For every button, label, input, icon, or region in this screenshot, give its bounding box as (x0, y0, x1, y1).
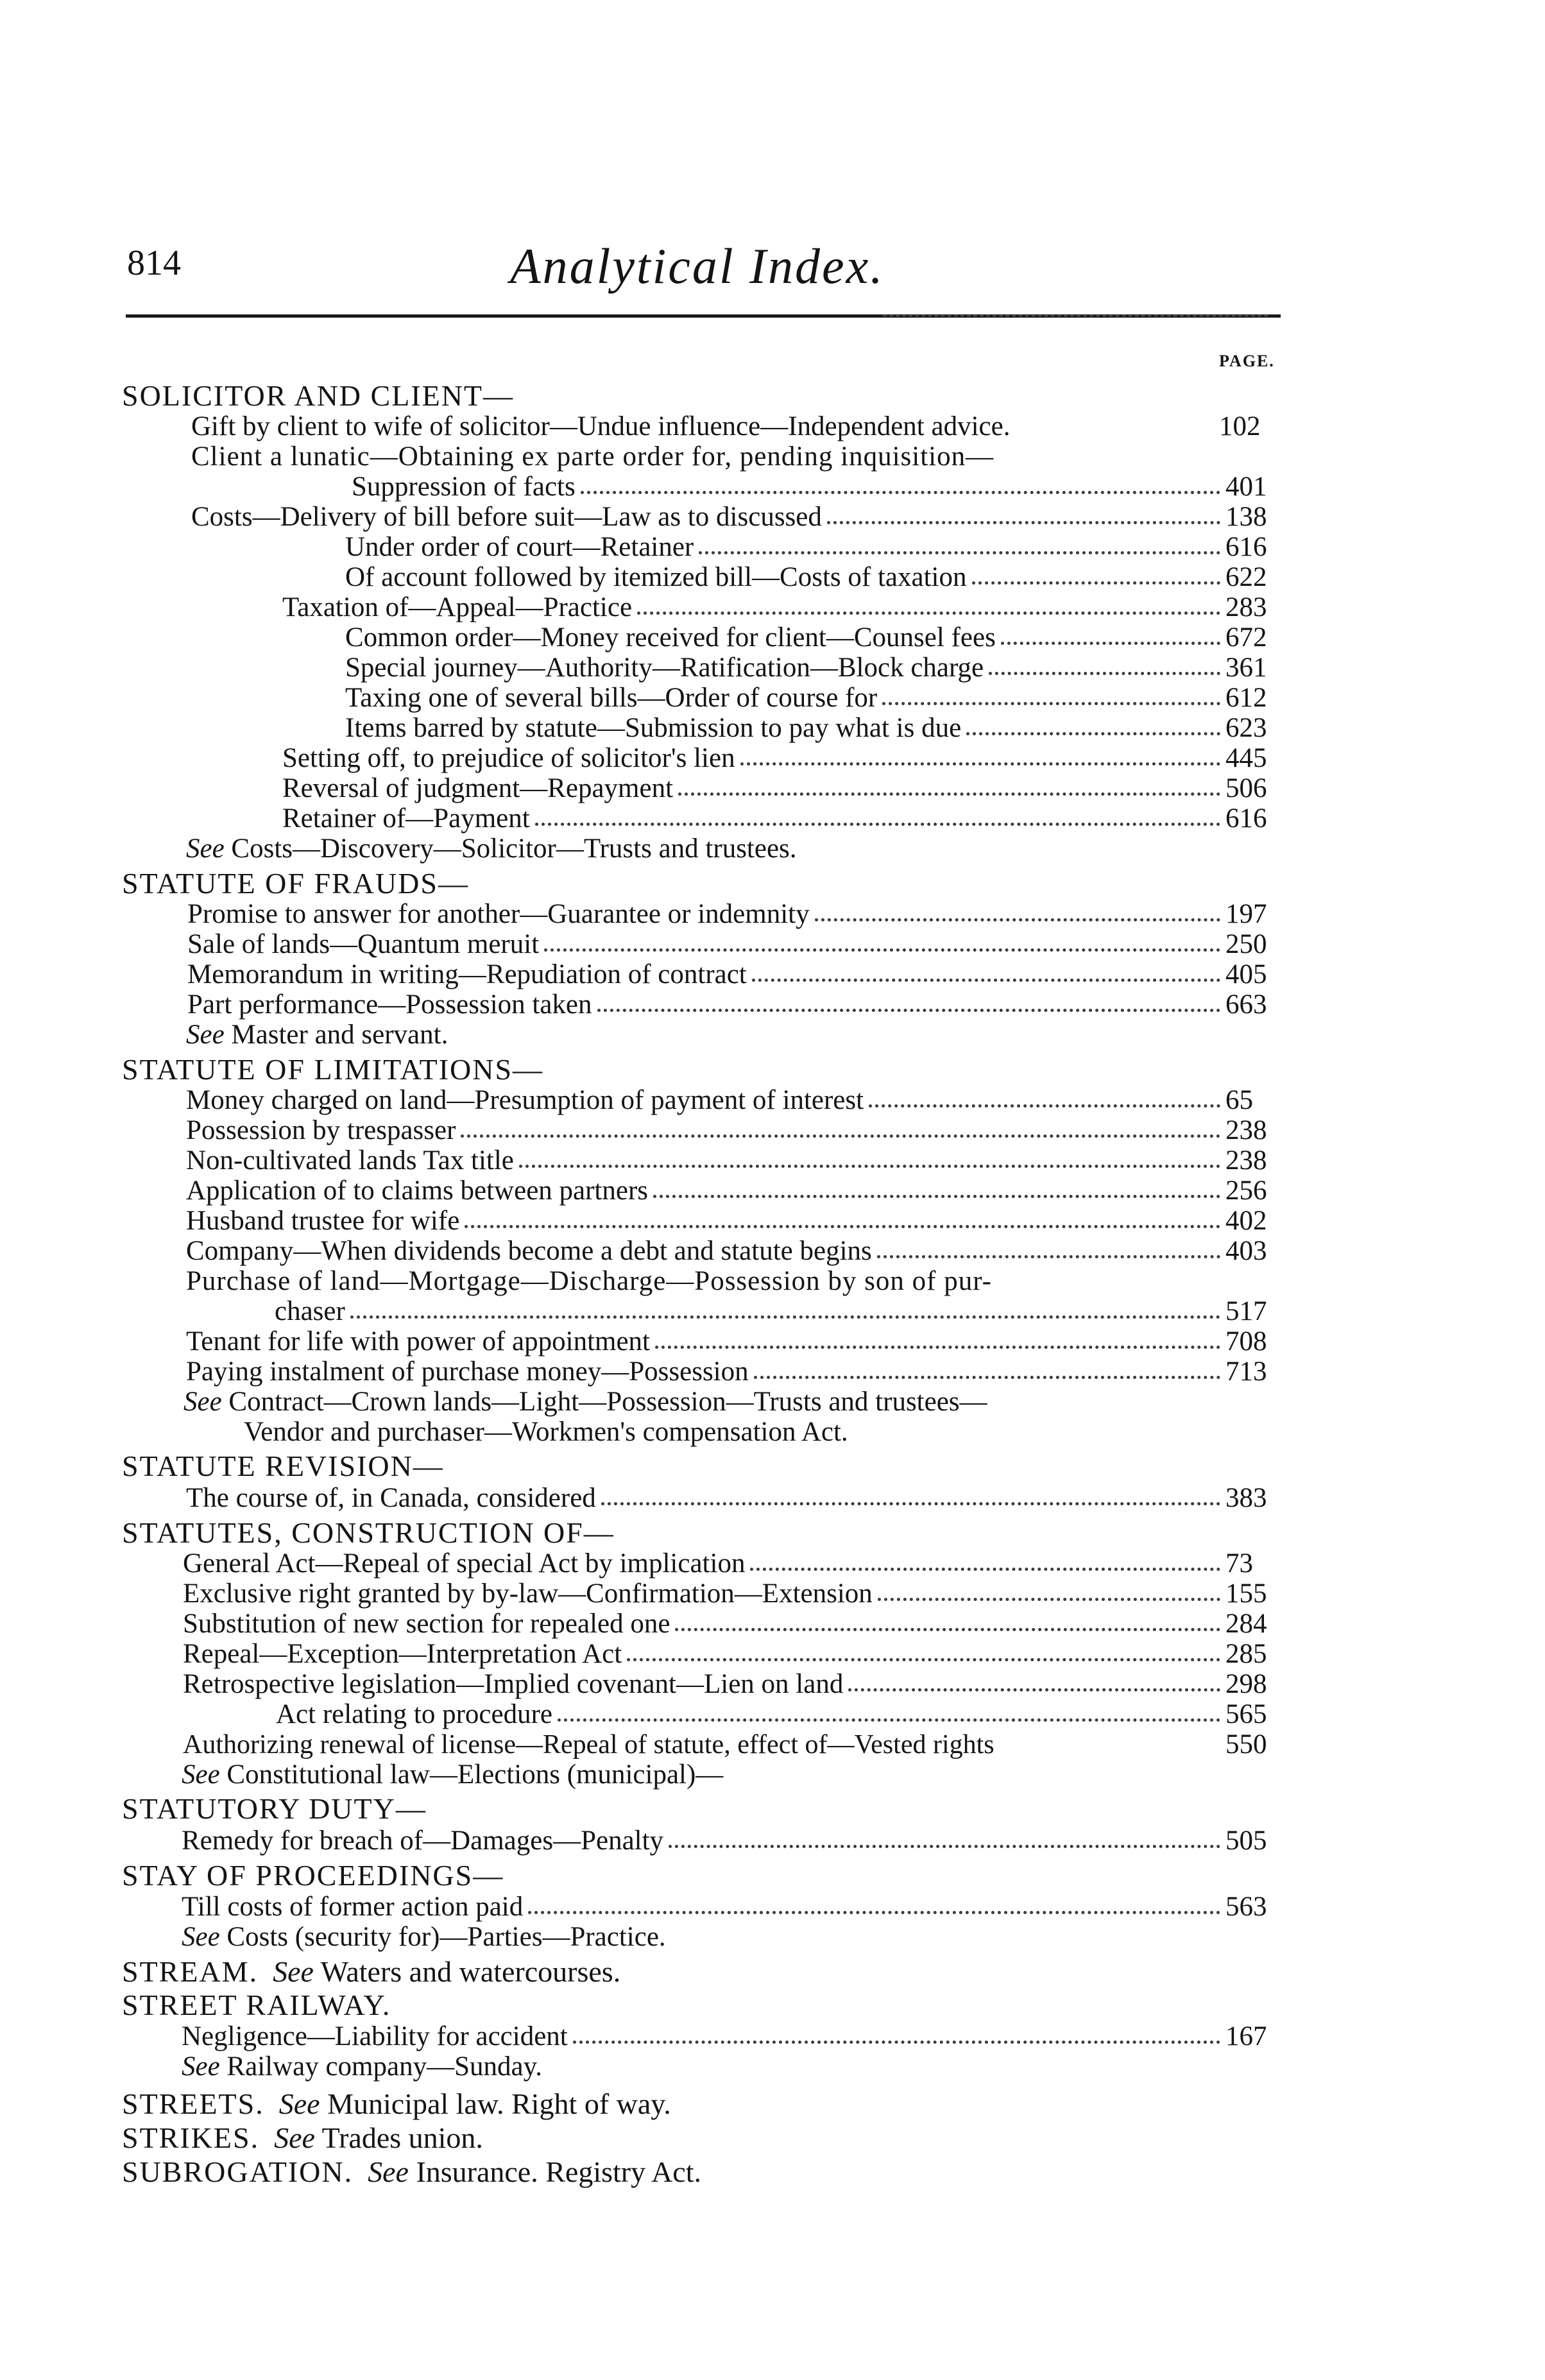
index-entry: Company—When dividends become a debt and statute begins 403 (186, 1236, 1267, 1266)
index-entry: Suppression of facts 401 (352, 472, 1267, 502)
index-entry: General Act—Repeal of special Act by implication 73 (183, 1548, 1253, 1579)
index-entry: Negligence—Liability for accident 167 (182, 2021, 1267, 2051)
index-entry: Client a lunatic—Obtaining ex parte order for, pending inquisition— (191, 441, 994, 472)
see-also-line: See Constitutional law—Elections (municipal)— (182, 1759, 724, 1790)
cross-reference-subrogation: SUBROGATION. See Insurance. Registry Act. (122, 2155, 701, 2188)
section-heading-statute-of-frauds: STATUTE OF FRAUDS— (122, 867, 469, 900)
index-entry: Setting off, to prejudice of solicitor's lien 445 (282, 743, 1267, 773)
see-also-line: See Master and servant. (186, 1020, 448, 1050)
running-title: Analytical Index. (510, 238, 885, 294)
cross-reference-stream: STREAM. See Waters and watercourses. (122, 1955, 621, 1988)
index-entry: Costs—Delivery of bill before suit—Law as to discussed 138 (191, 502, 1267, 532)
index-entry: Repeal—Exception—Interpretation Act 285 (183, 1639, 1267, 1669)
section-heading-solicitor-and-client: SOLICITOR AND CLIENT— (122, 379, 515, 412)
index-entry: Exclusive right granted by by-law—Confirmation—Extension 155 (183, 1579, 1267, 1609)
see-also-line: See Costs (security for)—Parties—Practice. (182, 1922, 666, 1952)
index-entry: Tenant for life with power of appointment 708 (186, 1326, 1267, 1357)
index-entry: Paying instalment of purchase money—Possession 713 (186, 1357, 1267, 1387)
index-entry: Taxation of—Appeal—Practice 283 (282, 592, 1267, 622)
index-entry: Remedy for breach of—Damages—Penalty 505 (182, 1826, 1267, 1856)
index-entry: Of account followed by itemized bill—Costs of taxation 622 (345, 562, 1267, 592)
page-number: 814 (127, 243, 181, 283)
index-entry: Part performance—Possession taken 663 (187, 989, 1267, 1020)
index-entry: Memorandum in writing—Repudiation of contract 405 (187, 959, 1267, 989)
index-entry: Money charged on land—Presumption of payment of interest 65 (186, 1085, 1253, 1115)
running-head (0, 231, 1545, 308)
header-rule (126, 314, 1281, 318)
index-entry: Reversal of judgment—Repayment 506 (282, 773, 1267, 803)
index-entry: Common order—Money received for client—Counsel fees 672 (345, 622, 1267, 653)
index-entry: Special journey—Authority—Ratification—Block charge 361 (345, 653, 1267, 683)
index-entry: Under order of court—Retainer 616 (345, 532, 1267, 562)
section-heading-street-railway: STREET RAILWAY. (122, 1989, 391, 2021)
section-heading-statute-revision: STATUTE REVISION— (122, 1450, 444, 1482)
index-entry: Taxing one of several bills—Order of course for 612 (345, 683, 1267, 713)
section-heading-statutory-duty: STATUTORY DUTY— (122, 1792, 427, 1825)
index-entry: Non-cultivated lands Tax title 238 (186, 1145, 1267, 1176)
section-heading-statute-of-limitations: STATUTE OF LIMITATIONS— (122, 1053, 544, 1086)
index-entry: Husband trustee for wife 402 (186, 1206, 1267, 1236)
see-also-line: See Costs—Discovery—Solicitor—Trusts and trustees. (186, 834, 797, 864)
index-entry: Substitution of new section for repealed one 284 (183, 1609, 1267, 1639)
cross-reference-streets: STREETS. See Municipal law. Right of way. (122, 2087, 671, 2120)
index-entry: Possession by trespasser 238 (186, 1115, 1267, 1145)
see-also-continuation: Vendor and purchaser—Workmen's compensation Act. (244, 1417, 848, 1447)
index-entry: Till costs of former action paid 563 (182, 1892, 1267, 1922)
cross-reference-strikes: STRIKES. See Trades union. (122, 2121, 483, 2154)
index-entry: Act relating to procedure 565 (276, 1699, 1267, 1729)
index-entry: Promise to answer for another—Guarantee or indemnity 197 (187, 899, 1267, 929)
index-entry: Authorizing renewal of license—Repeal of statute, effect of—Vested rights 550 (183, 1729, 1267, 1759)
index-entry: Items barred by statute—Submission to pay what is due 623 (345, 713, 1267, 743)
page-column-label: PAGE. (1219, 352, 1275, 370)
see-also-line: See Contract—Crown lands—Light—Possession—Trusts and trustees— (184, 1387, 987, 1417)
index-entry: Application of to claims between partners 256 (186, 1176, 1267, 1206)
see-also-line: See Railway company—Sunday. (182, 2051, 543, 2082)
section-heading-statutes-construction-of: STATUTES, CONSTRUCTION OF— (122, 1516, 615, 1549)
index-entry: chaser 517 (275, 1296, 1267, 1326)
index-entry: The course of, in Canada, considered 383 (186, 1483, 1267, 1513)
index-entry: Retainer of—Payment 616 (282, 803, 1267, 834)
section-heading-stay-of-proceedings: STAY OF PROCEEDINGS— (122, 1859, 504, 1892)
index-entry: Purchase of land—Mortgage—Discharge—Possession by son of pur- (186, 1266, 992, 1296)
index-entry: Gift by client to wife of solicitor—Undue influence—Independent advice. 102 (191, 411, 1261, 441)
index-entry: Sale of lands—Quantum meruit 250 (187, 929, 1267, 959)
index-entry: Retrospective legislation—Implied covenant—Lien on land 298 (183, 1669, 1267, 1699)
